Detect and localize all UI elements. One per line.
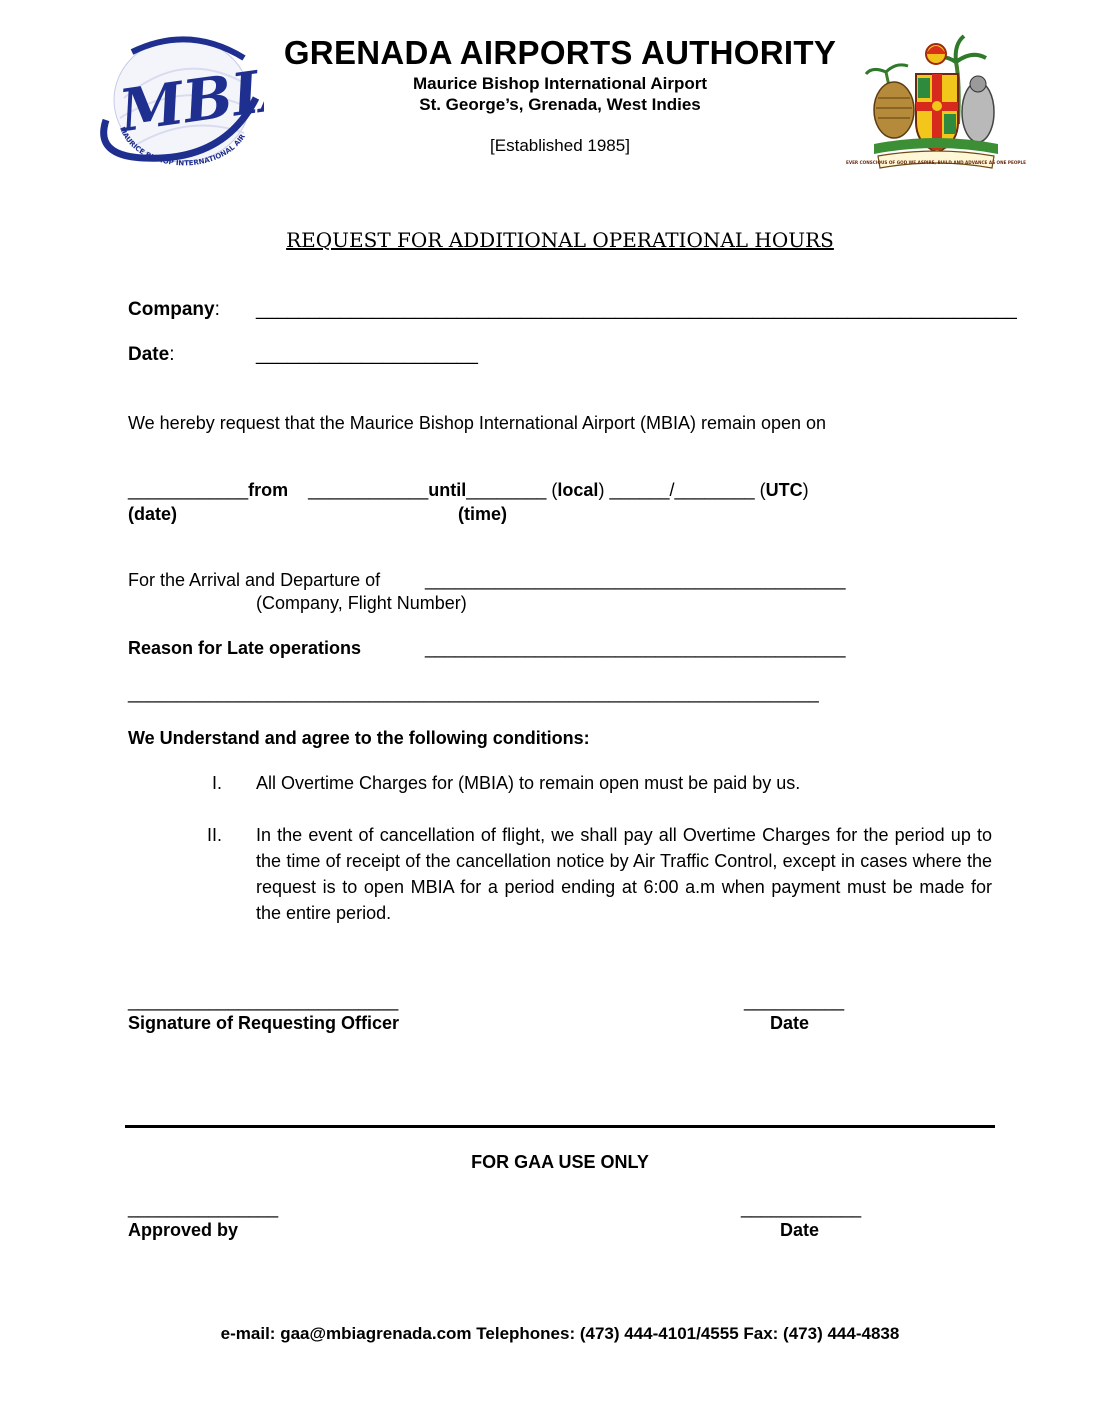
footer-contact: e-mail: gaa@mbiagrenada.com Telephones: (473) 444-4101/4555 Fax: (473) 444-4838 bbox=[220, 1324, 900, 1343]
condition-text: In the event of cancellation of flight, we shall pay all Overtime Charges for the period up to the time of receipt of the cancellation notice by Air Traffic Control, except in cases where the request is to open MBIA for a period ending at 6:00 a.m when payment must be made for the entire period. bbox=[256, 825, 992, 923]
approved-by-label: Approved by bbox=[128, 1220, 239, 1240]
section-divider bbox=[125, 1125, 995, 1128]
signature-date-label: Date bbox=[770, 1013, 810, 1033]
date-colon: : bbox=[169, 344, 175, 365]
date-time-row bbox=[128, 480, 809, 501]
airport-name: Maurice Bishop International Airport bbox=[412, 74, 708, 93]
utc-paren-open: ( bbox=[759, 480, 766, 500]
approved-by-field[interactable]: _______________ bbox=[128, 1198, 279, 1218]
signature-label: Signature of Requesting Officer bbox=[128, 1013, 400, 1033]
established-note: [Established 1985] bbox=[490, 136, 630, 155]
utc-label: UTC bbox=[765, 480, 803, 500]
condition-text: All Overtime Charges for (MBIA) to remain open must be paid by us. bbox=[256, 773, 801, 793]
arrival-label: For the Arrival and Departure of bbox=[128, 570, 381, 590]
company-label-group bbox=[128, 299, 220, 321]
local-paren-open: ( bbox=[551, 480, 558, 500]
signature-field[interactable]: ___________________________ bbox=[128, 991, 399, 1011]
gaa-date-field[interactable]: ____________ bbox=[741, 1198, 862, 1218]
utc-time-field[interactable]: ______/________ bbox=[609, 480, 755, 500]
local-paren-close: ) bbox=[598, 480, 605, 500]
time-caption: (time) bbox=[458, 504, 507, 524]
gaa-date-label: Date bbox=[780, 1220, 820, 1240]
org-name: GRENADA AIRPORTS AUTHORITY bbox=[283, 34, 837, 71]
conditions-heading: We Understand and agree to the following conditions: bbox=[128, 728, 590, 748]
until-label: until bbox=[428, 480, 467, 500]
company-colon: : bbox=[214, 299, 220, 320]
coat-of-arms-motto: EVER CONSCIOUS OF GOD WE ASPIRE, BUILD AND ADVANCE AS ONE PEOPLE bbox=[845, 160, 1027, 165]
date-label-group bbox=[128, 344, 174, 366]
from-time-field[interactable]: ____________ bbox=[308, 480, 429, 500]
company-field[interactable]: ________________________________________________________________________ bbox=[256, 299, 1017, 320]
form-title: REQUEST FOR ADDITIONAL OPERATIONAL HOURS bbox=[286, 228, 834, 252]
signature-date-field[interactable]: __________ bbox=[744, 991, 845, 1011]
request-date-field[interactable]: ____________ bbox=[128, 480, 249, 500]
from-label: from bbox=[248, 480, 289, 500]
arrival-caption: (Company, Flight Number) bbox=[256, 593, 467, 613]
condition-number: I. bbox=[212, 773, 223, 793]
until-time-field[interactable]: ________ bbox=[466, 480, 547, 500]
utc-paren-close: ) bbox=[802, 480, 809, 500]
gaa-heading: FOR GAA USE ONLY bbox=[471, 1152, 649, 1172]
local-label: local bbox=[557, 480, 599, 500]
date-field[interactable]: _____________________ bbox=[256, 344, 478, 365]
airport-address: St. George’s, Grenada, West Indies bbox=[419, 95, 701, 114]
arrival-field[interactable]: __________________________________________ bbox=[425, 570, 846, 590]
date-label: Date bbox=[128, 344, 170, 365]
date-caption: (date) bbox=[128, 504, 177, 524]
mbia-logo-ring-text: MAURICE BISHOP INTERNATIONAL AIR bbox=[117, 125, 247, 168]
company-label: Company bbox=[128, 299, 215, 320]
condition-number: II. bbox=[207, 825, 223, 845]
reason-field-line-2[interactable]: _____________________________________________________________________ bbox=[128, 683, 819, 703]
request-text: We hereby request that the Maurice Bishop International Airport (MBIA) remain open on bbox=[128, 413, 827, 433]
reason-field[interactable]: __________________________________________ bbox=[425, 638, 846, 658]
reason-label: Reason for Late operations bbox=[128, 638, 362, 658]
mbia-logo-text: MBIA bbox=[115, 52, 264, 146]
